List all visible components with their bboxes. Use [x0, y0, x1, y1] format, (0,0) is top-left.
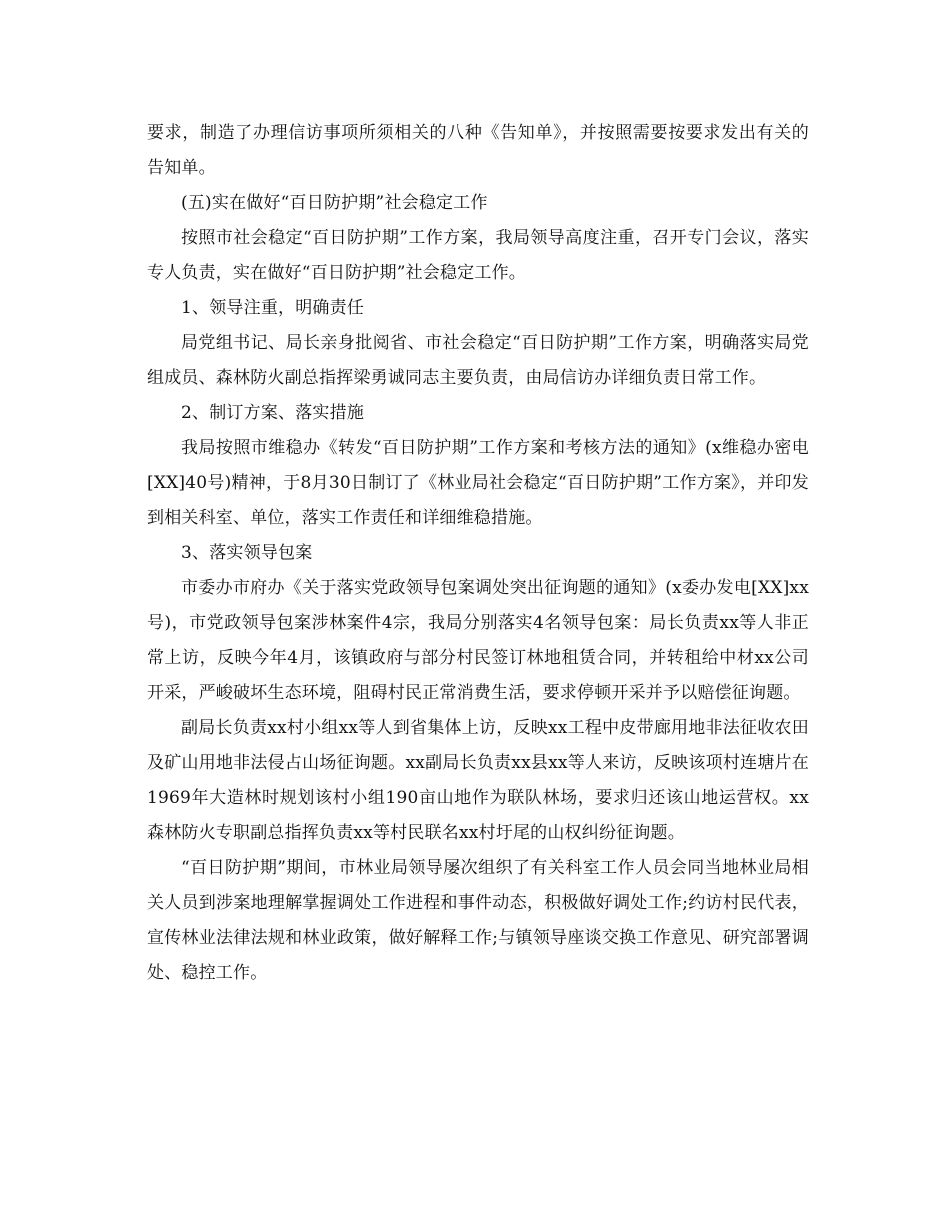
document-body [147, 116, 809, 991]
subheading-2: 2、制订方案、落实措施 [181, 403, 365, 423]
subheading-3: 3、落实领导包案 [181, 543, 313, 563]
paragraph-leadership: 局党组书记、局长亲身批阅省、市社会稳定“百日防护期”工作方案，明确落实局党组成员、森林防火副总指挥梁勇诚同志主要负责，由局信访办详细负责日常工作。 [147, 333, 809, 388]
paragraph-deputy: 副局长负责xx村小组xx等人到省集体上访，反映xx工程中皮带廊用地非法征收农田及矿山用地非法侵占山场征询题。xx副局长负责xx县xx等人来访，反映该项村连塘片在1969年大造林时规划该村小组190亩山地作为联队林场，要求归还该山地运营权。xx森林防火专职副总指挥负责xx等村民联名xx村圩尾的山权纠纷征询题。 [147, 718, 809, 843]
section-heading-5: (五)实在做好“百日防护期”社会稳定工作 [181, 193, 488, 213]
subheading-1: 1、领导注重，明确责任 [181, 298, 365, 318]
paragraph-cases: 市委办市府办《关于落实党政领导包案调处突出征询题的通知》(x委办发电[XX]xx号)，市党政领导包案涉林案件4宗，我局分别落实4名领导包案：局长负责xx等人非正常上访，反映今年4月，该镇政府与部分村民签订林地租赁合同，并转租给中材xx公司开采，严峻破坏生态环境，阻碍村民正常消费生活，要求停顿开采并予以赔偿征询题。 [147, 578, 809, 703]
paragraph-intro: 按照市社会稳定“百日防护期”工作方案，我局领导高度注重，召开专门会议，落实专人负责，实在做好“百日防护期”社会稳定工作。 [147, 228, 809, 283]
paragraph-continuation: 要求，制造了办理信访事项所须相关的八种《告知单》，并按照需要按要求发出有关的告知单。 [147, 123, 809, 178]
paragraph-plan: 我局按照市维稳办《转发“百日防护期”工作方案和考核方法的通知》(x维稳办密电[XX]40号)精神，于8月30日制订了《林业局社会稳定“百日防护期”工作方案》，并印发到相关科室、单位，落实工作责任和详细维稳措施。 [147, 438, 809, 528]
paragraph-period-summary: “百日防护期”期间，市林业局领导屡次组织了有关科室工作人员会同当地林业局相关人员到涉案地理解掌握调处工作进程和事件动态，积极做好调处工作;约访村民代表，宣传林业法律法规和林业政策，做好解释工作;与镇领导座谈交换工作意见、研究部署调处、稳控工作。 [147, 858, 809, 983]
